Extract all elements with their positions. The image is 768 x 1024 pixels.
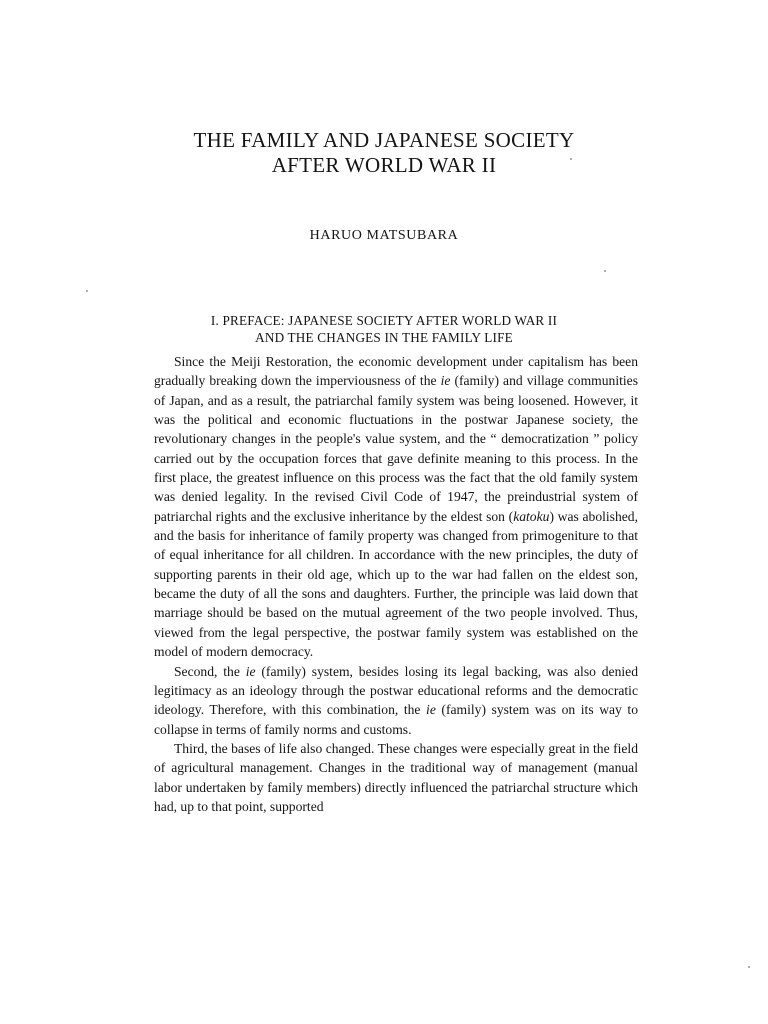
section-heading-line-2: AND THE CHANGES IN THE FAMILY LIFE	[255, 330, 513, 345]
author-name: HARUO MATSUBARA	[309, 228, 459, 243]
paragraph-3: Third, the bases of life also changed. These changes were especially great in the field of agricultural management. Changes in the traditional way of management (manual labor undertaken by family members) directly influenced the patriarchal structure which had, up to that point, supported	[154, 740, 638, 814]
scan-speck	[604, 270, 606, 272]
section-heading-line-1: I. PREFACE: JAPANESE SOCIETY AFTER WORLD WAR II	[210, 313, 558, 328]
scan-speck	[570, 158, 572, 160]
italic-term: ie	[440, 373, 451, 389]
paragraph-1: Since the Meiji Restoration, the economic development under capitalism has been gradually breaking down the imperviousness of the ie (family) and village communities of Japan, and as a result, the patriarchal family system was being loosened. However, it was the political and economic fluctuations in the postwar Japanese society, the revolutionary changes in the people's value system, and the “ democratization ” policy carried out by the occupation forces that gave definite meaning to this process. In the first place, the greatest influence on this process was the fact that the old family system was denied legality. In the revised Civil Code of 1947, the preindustrial system of patriarchal rights and the exclusive inheritance by the eldest son (katoku) was abolished, and the basis for inheritance of family property was changed from primogeniture to that of equal inheritance for all children. In accordance with the new principles, the duty of supporting parents in their old age, which up to the war had fallen on the eldest son, became the duty of all the sons and daughters. Further, the principle was laid down that marriage should be based on the mutual agreement of the two people involved. Thus, viewed from the legal perspective, the postwar family system was established on the model of modern democracy.	[154, 354, 638, 660]
scan-speck	[86, 290, 88, 292]
body-text	[154, 352, 638, 816]
article-title-line-2: AFTER WORLD WAR II	[271, 153, 497, 177]
section-heading	[0, 312, 768, 346]
article-title	[0, 128, 768, 178]
scan-speck	[748, 966, 750, 968]
article-title-line-1: THE FAMILY AND JAPANESE SOCIETY	[193, 128, 575, 152]
italic-term: katoku	[513, 508, 550, 524]
italic-term: ie	[245, 663, 256, 679]
paragraph-2: Second, the ie (family) system, besides losing its legal backing, was also denied legitimacy as an ideology through the postwar educational reforms and the democratic ideology. Therefore, with this combination, the ie (family) system was on its way to collapse in terms of family norms and customs.	[154, 663, 638, 737]
italic-term: ie	[426, 702, 436, 718]
